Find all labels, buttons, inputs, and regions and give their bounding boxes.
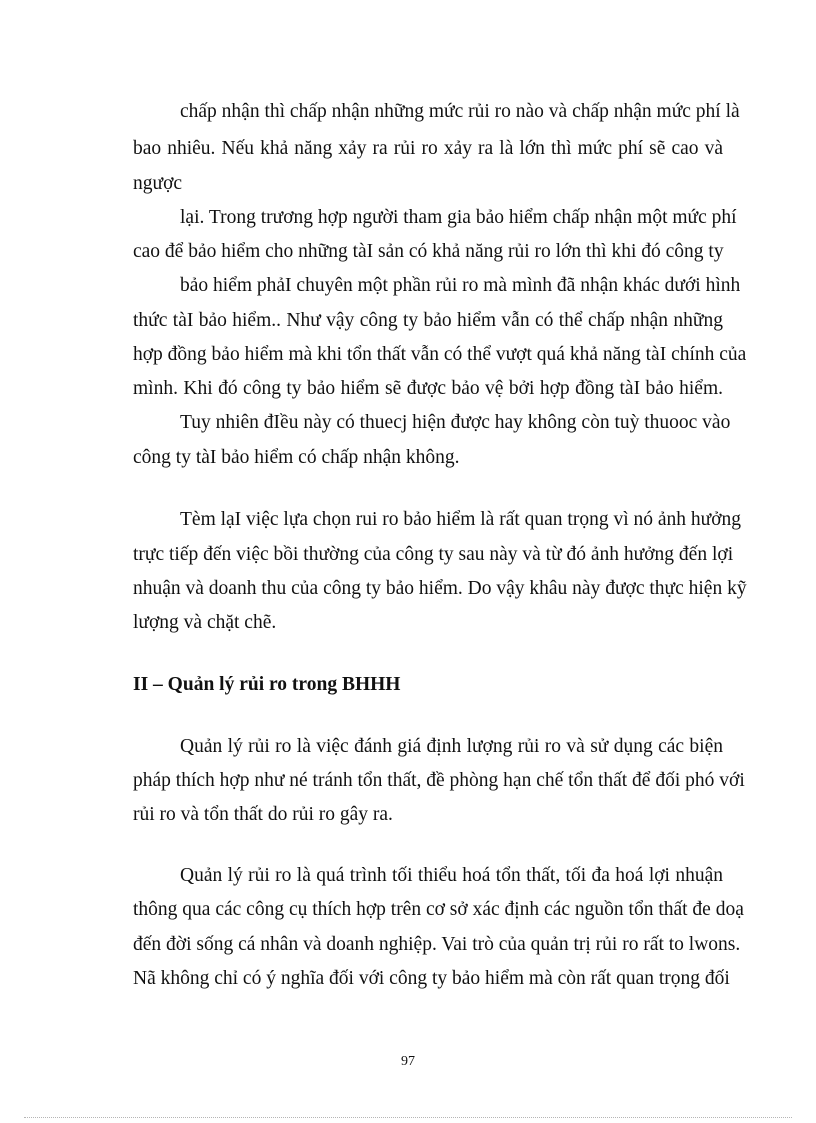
- paragraph-line: chấp nhận thì chấp nhận những mức rủi ro nào và chấp nhận mức phí là: [180, 101, 740, 122]
- page-border: [24, 1117, 792, 1118]
- paragraph-line: đến đời sống cá nhân và doanh nghiệp. Vai trò của quản trị rủi ro rất to lwons.: [133, 934, 741, 955]
- paragraph-line: bảo hiểm phảI chuyên một phần rủi ro mà mình đã nhận khác dưới hình: [180, 275, 741, 296]
- paragraph-line: Tèm lạI việc lựa chọn rui ro bảo hiểm là rất quan trọng vì nó ảnh hưởng: [180, 509, 742, 530]
- paragraph-line: hợp đồng bảo hiểm mà khi tổn thất vẫn có thể vượt quá khả năng tàI chính của: [133, 344, 747, 365]
- section-heading: II – Quản lý rủi ro trong BHHH: [133, 674, 401, 695]
- paragraph-line: Tuy nhiên đIều này có thuecj hiện được hay không còn tuỳ thuooc vào: [180, 412, 731, 433]
- paragraph-line: bao nhiêu. Nếu khả năng xảy ra rủi ro xảy ra là lớn thì mức phí sẽ cao và: [133, 138, 723, 159]
- paragraph-line: Nã không chỉ có ý nghĩa đối với công ty bảo hiểm mà còn rất quan trọng đối: [133, 968, 730, 989]
- paragraph-line: rủi ro và tổn thất do rủi ro gây ra.: [133, 804, 393, 825]
- paragraph-line: lượng và chặt chẽ.: [133, 612, 277, 633]
- paragraph-line: lại. Trong trương hợp người tham gia bảo hiểm chấp nhận một mức phí: [180, 207, 737, 228]
- paragraph-line: pháp thích hợp như né tránh tổn thất, đề phòng hạn chế tổn thất để đối phó với: [133, 770, 745, 791]
- paragraph-line: Quản lý rủi ro là quá trình tối thiểu hoá tổn thất, tối đa hoá lợi nhuận: [180, 865, 723, 886]
- paragraph-line: thông qua các công cụ thích hợp trên cơ sở xác định các nguồn tổn thất đe doạ: [133, 899, 744, 920]
- paragraph-line: trực tiếp đến việc bồi thường của công ty sau này và từ đó ảnh hưởng đến lợi: [133, 544, 734, 565]
- page-number: 97: [401, 1054, 415, 1069]
- paragraph-line: cao để bảo hiểm cho những tàI sản có khả năng rủi ro lớn thì khi đó công ty: [133, 241, 724, 262]
- paragraph-line: thức tàI bảo hiểm.. Như vậy công ty bảo hiểm vẫn có thể chấp nhận những: [133, 310, 723, 331]
- paragraph-line: ngược: [133, 173, 183, 194]
- paragraph-line: mình. Khi đó công ty bảo hiểm sẽ được bảo vệ bởi hợp đồng tàI bảo hiểm.: [133, 378, 723, 399]
- paragraph-line: nhuận và doanh thu của công ty bảo hiểm. Do vậy khâu này được thực hiện kỹ: [133, 578, 747, 599]
- paragraph-line: công ty tàI bảo hiểm có chấp nhận không.: [133, 447, 460, 468]
- paragraph-line: Quản lý rủi ro là việc đánh giá định lượng rủi ro và sử dụng các biện: [180, 736, 723, 757]
